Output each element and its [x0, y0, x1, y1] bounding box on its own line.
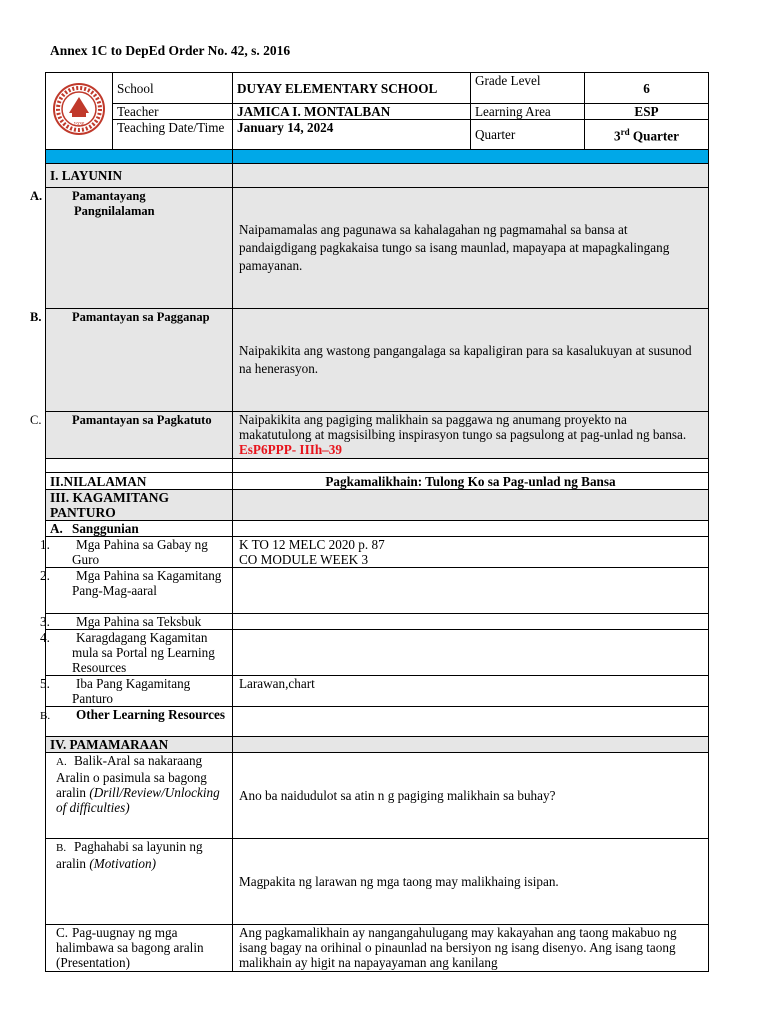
school-value: DUYAY ELEMENTARY SCHOOL [233, 73, 471, 104]
school-seal-icon [53, 83, 105, 135]
header-band-left [46, 150, 233, 164]
portal-resources-value [233, 630, 709, 676]
section-kagamitang-panturo: III. KAGAMITANG PANTURO [46, 490, 233, 521]
other-learning-resources-label: B. Other Learning Resources [46, 707, 233, 737]
sanggunian-blank [233, 521, 709, 537]
pamantayan-pagganap-label: B. Pamantayan sa Pagganap [46, 309, 233, 412]
quarter-value: 3rd Quarter [585, 120, 709, 150]
paghahabi-text: Magpakita ng larawan ng mga taong may malikhaing isipan. [233, 839, 709, 925]
teaching-date-value: January 14, 2024 [233, 120, 471, 150]
learning-area-label: Learning Area [471, 104, 585, 120]
teksbuk-value [233, 614, 709, 630]
nilalaman-value: Pagkamalikhain: Tulong Ko sa Pag-unlad ng Bansa [233, 473, 709, 490]
lesson-plan-table [30, 72, 709, 972]
teacher-label: Teacher [113, 104, 233, 120]
section-layunin-blank [233, 164, 709, 188]
pag-uugnay-label: C. Pag-uugnay ng mga halimbawa sa bagong aralin (Presentation) [46, 925, 233, 972]
pamantayan-pagkatuto-text: Naipakikita ang pagiging malikhain sa paggawa ng anumang proyekto na makatutulong at magsisilbing inspirasyon tungo sa pagsulong at pag-unlad ng bansa. EsP6PPP- IIIh–39 [233, 412, 709, 459]
sanggunian-label: A. Sanggunian [46, 521, 233, 537]
spacer-left [46, 459, 233, 473]
teaching-date-label: Teaching Date/Time [113, 120, 233, 150]
gabay-guro-label: 1. Mga Pahina sa Gabay ng Guro [46, 537, 233, 568]
kagamitang-mag-aaral-value [233, 568, 709, 614]
pamamaraan-blank [233, 737, 709, 753]
pamantayan-pagkatuto-label: C. Pamantayan sa Pagkatuto [46, 412, 233, 459]
spacer-right [233, 459, 709, 473]
iba-pang-kagamitan-label: 5. Iba Pang Kagamitang Panturo [46, 676, 233, 707]
annex-heading: Annex 1C to DepEd Order No. 42, s. 2016 [50, 43, 291, 58]
school-logo-cell [46, 73, 113, 150]
quarter-label: Quarter [471, 120, 585, 150]
paghahabi-label: B. Paghahabi sa layunin ng aralin (Motivation) [46, 839, 233, 925]
school-label: School [113, 73, 233, 104]
kagamitang-mag-aaral-label: 2. Mga Pahina sa Kagamitang Pang-Mag-aaral [46, 568, 233, 614]
kagamitang-blank [233, 490, 709, 521]
section-nilalaman: II.NILALAMAN [46, 473, 233, 490]
balik-aral-label: A. Balik-Aral sa nakaraang Aralin o pasimula sa bagong aralin (Drill/Review/Unlocking of difficulties) [46, 753, 233, 839]
other-learning-resources-value [233, 707, 709, 737]
section-layunin: I. LAYUNIN [46, 164, 233, 188]
section-pamamaraan: IV. PAMAMARAAN [46, 737, 233, 753]
portal-resources-label: 4. Karagdagang Kagamitan mula sa Portal ng Learning Resources [46, 630, 233, 676]
gabay-guro-value: K TO 12 MELC 2020 p. 87 CO MODULE WEEK 3 [233, 537, 709, 568]
iba-pang-kagamitan-value: Larawan,chart [233, 676, 709, 707]
pamantayang-pangnilalaman-label: A. Pamantayang Pangnilalaman [46, 188, 233, 309]
teacher-value: JAMICA I. MONTALBAN [233, 104, 471, 120]
header-band-right [233, 150, 709, 164]
pag-uugnay-text: Ang pagkamalikhain ay nangangahulugang may kakayahan ang taong makabuo ng isang bagay na orihinal o pinaunlad na bersiyon ng isang disenyo. Ang isang taong malikhain ay higit na napayayaman ang kanilang [233, 925, 709, 972]
learning-area-value: ESP [585, 104, 709, 120]
competency-code: EsP6PPP- IIIh–39 [239, 442, 342, 457]
teksbuk-label: 3. Mga Pahina sa Teksbuk [46, 614, 233, 630]
pamantayan-pagganap-text: Naipakikita ang wastong pangangalaga sa kapaligiran para sa kasalukuyan at susunod na henerasyon. [233, 309, 709, 412]
grade-level-value: 6 [585, 73, 709, 104]
balik-aral-text: Ano ba naidudulot sa atin n g pagiging malikhain sa buhay? [233, 753, 709, 839]
grade-level-label: Grade Level [471, 73, 585, 104]
svg-text:1936: 1936 [73, 122, 85, 128]
pamantayang-pangnilalaman-text: Naipamamalas ang pagunawa sa kahalagahan ng pagmamahal sa bansa at pandaigdigang pagkakaisa tungo sa isang maunlad, mapayapa at mapagkalingang pamayanan. [233, 188, 709, 309]
